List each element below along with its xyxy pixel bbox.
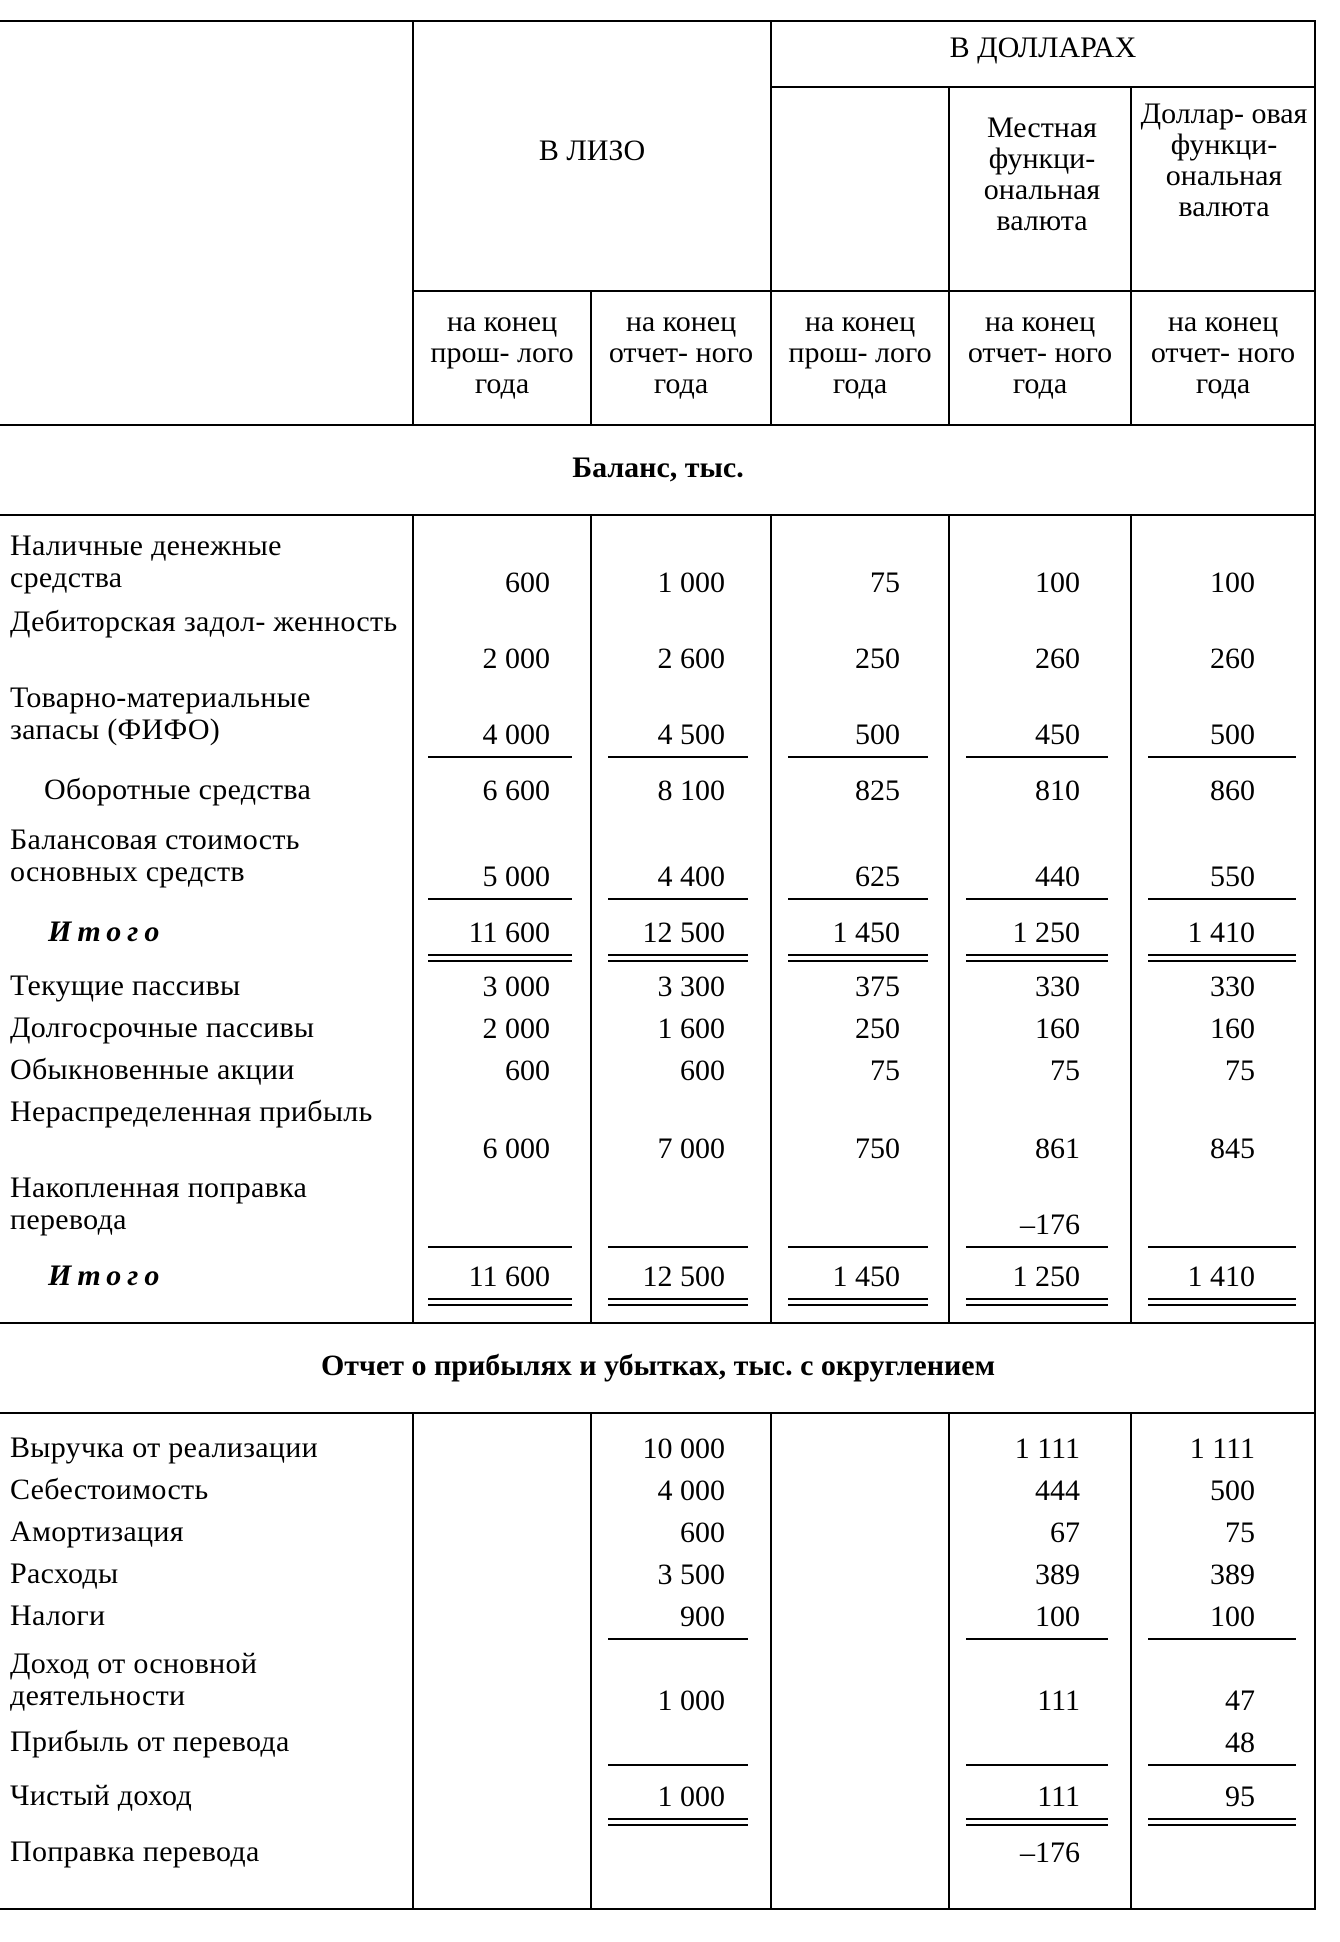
cell-value: 47 — [1225, 1684, 1255, 1717]
underline — [608, 1638, 748, 1640]
section-divider — [0, 514, 1316, 516]
financial-table — [0, 20, 1316, 1910]
row-label: Себестоимость — [10, 1473, 209, 1506]
cell-value: 11 600 — [468, 916, 550, 949]
cell-value: 4 000 — [657, 1474, 725, 1507]
header-divider — [770, 86, 1316, 88]
underline — [966, 898, 1108, 900]
cell-value: 67 — [1050, 1516, 1080, 1549]
cell-value: 845 — [1210, 1132, 1255, 1165]
cell-value: 260 — [1035, 642, 1080, 675]
underline — [788, 1246, 928, 1248]
underline — [966, 756, 1108, 758]
cell-value: 500 — [1210, 718, 1255, 751]
double-underline — [1148, 1298, 1296, 1306]
cell-value: 100 — [1210, 566, 1255, 599]
double-underline — [966, 954, 1108, 962]
row-label: Итого — [48, 915, 166, 948]
underline — [608, 756, 748, 758]
double-underline — [608, 954, 748, 962]
cell-value: 2 600 — [657, 642, 725, 675]
cell-value: 6 000 — [482, 1132, 550, 1165]
cell-value: –176 — [1020, 1208, 1080, 1241]
cell-value: 4 000 — [482, 718, 550, 751]
double-underline — [1148, 1818, 1296, 1826]
double-underline — [428, 1298, 572, 1306]
cell-value: 440 — [1035, 860, 1080, 893]
cell-value: 95 — [1225, 1780, 1255, 1813]
cell-value: 75 — [1225, 1516, 1255, 1549]
cell-value: 3 500 — [657, 1558, 725, 1591]
cell-value: 860 — [1210, 774, 1255, 807]
cell-value: 375 — [855, 970, 900, 1003]
row-label: Итого — [48, 1259, 166, 1292]
header-dollars: В ДОЛЛАРАХ — [949, 31, 1137, 64]
section-divider — [0, 1322, 1316, 1324]
cell-value: –176 — [1020, 1836, 1080, 1869]
cell-value: 444 — [1035, 1474, 1080, 1507]
cell-value: 389 — [1210, 1558, 1255, 1591]
cell-value: 2 000 — [482, 1012, 550, 1045]
cell-value: 12 500 — [642, 1260, 725, 1293]
cell-value: 1 450 — [832, 1260, 900, 1293]
underline — [1148, 1246, 1296, 1248]
cell-value: 1 410 — [1187, 916, 1255, 949]
cell-value: 100 — [1035, 566, 1080, 599]
cell-value: 3 300 — [657, 970, 725, 1003]
row-label: Накопленная поправка перевода — [10, 1171, 308, 1236]
cell-value: 1 000 — [657, 1684, 725, 1717]
col-divider — [1130, 86, 1132, 425]
cell-value: 160 — [1210, 1012, 1255, 1045]
cell-value: 48 — [1225, 1726, 1255, 1759]
cell-value: 260 — [1210, 642, 1255, 675]
header-col4: на конец отчет- ного года — [967, 305, 1113, 400]
cell-value: 825 — [855, 774, 900, 807]
row-label: Дебиторская задол- женность — [10, 605, 398, 638]
cell-value: 389 — [1035, 1558, 1080, 1591]
underline — [1148, 898, 1296, 900]
row-label: Наличные денежные средства — [10, 529, 282, 594]
cell-value: 1 000 — [657, 1780, 725, 1813]
cell-value: 160 — [1035, 1012, 1080, 1045]
cell-value: 1 450 — [832, 916, 900, 949]
header-lizo: В ЛИЗО — [538, 134, 646, 167]
double-underline — [608, 1298, 748, 1306]
cell-value: 111 — [1037, 1780, 1080, 1813]
cell-value: 6 600 — [482, 774, 550, 807]
cell-value: 1 111 — [1189, 1432, 1255, 1465]
cell-value: 900 — [680, 1600, 725, 1633]
cell-value: 4 400 — [657, 860, 725, 893]
underline — [428, 898, 572, 900]
header-divider — [412, 290, 1316, 292]
section-divider — [0, 424, 1316, 426]
col-divider — [412, 20, 414, 425]
cell-value: 1 250 — [1012, 916, 1080, 949]
double-underline — [966, 1818, 1108, 1826]
underline — [788, 756, 928, 758]
cell-value: 330 — [1210, 970, 1255, 1003]
section-divider — [0, 1412, 1316, 1414]
cell-value: 600 — [680, 1516, 725, 1549]
cell-value: 3 000 — [482, 970, 550, 1003]
cell-value: 330 — [1035, 970, 1080, 1003]
cell-value: 750 — [855, 1132, 900, 1165]
income-title: Отчет о прибылях и убытках, тыс. с округлением — [320, 1349, 996, 1382]
row-label: Долгосрочные пассивы — [10, 1011, 315, 1044]
header-dollar-currency: Доллар- овая функци- ональная валюта — [1140, 97, 1308, 223]
col-divider — [590, 290, 592, 425]
cell-value: 10 000 — [642, 1432, 725, 1465]
cell-value: 1 000 — [657, 566, 725, 599]
cell-value: 500 — [855, 718, 900, 751]
cell-value: 75 — [870, 1054, 900, 1087]
cell-value: 2 000 — [482, 642, 550, 675]
row-label: Обыкновенные акции — [10, 1053, 295, 1086]
row-label: Текущие пассивы — [10, 969, 241, 1002]
row-label: Доход от основной деятельности — [10, 1647, 258, 1712]
double-underline — [788, 954, 928, 962]
underline — [1148, 756, 1296, 758]
cell-value: 12 500 — [642, 916, 725, 949]
double-underline — [966, 1298, 1108, 1306]
underline — [428, 1246, 572, 1248]
underline — [1148, 1638, 1296, 1640]
cell-value: 450 — [1035, 718, 1080, 751]
row-label: Чистый доход — [10, 1779, 193, 1812]
cell-value: 625 — [855, 860, 900, 893]
underline — [788, 898, 928, 900]
cell-value: 75 — [1225, 1054, 1255, 1087]
header-col3: на конец прош- лого года — [788, 305, 932, 400]
cell-value: 250 — [855, 1012, 900, 1045]
cell-value: 100 — [1210, 1600, 1255, 1633]
double-underline — [428, 954, 572, 962]
row-label: Поправка перевода — [10, 1835, 260, 1868]
underline — [1148, 1764, 1296, 1766]
cell-value: 810 — [1035, 774, 1080, 807]
header-col1: на конец прош- лого года — [430, 305, 574, 400]
cell-value: 1 111 — [1014, 1432, 1080, 1465]
row-label: Оборотные средства — [44, 773, 312, 806]
cell-value: 11 600 — [468, 1260, 550, 1293]
row-label: Товарно-материальные запасы (ФИФО) — [10, 681, 311, 746]
underline — [966, 1246, 1108, 1248]
cell-value: 5 000 — [482, 860, 550, 893]
cell-value: 75 — [1050, 1054, 1080, 1087]
row-label: Прибыль от перевода — [10, 1725, 290, 1758]
cell-value: 600 — [680, 1054, 725, 1087]
cell-value: 75 — [870, 566, 900, 599]
col-divider — [412, 1412, 414, 1910]
cell-value: 4 500 — [657, 718, 725, 751]
cell-value: 250 — [855, 642, 900, 675]
cell-value: 550 — [1210, 860, 1255, 893]
underline — [608, 1764, 748, 1766]
cell-value: 8 100 — [657, 774, 725, 807]
row-label: Налоги — [10, 1599, 106, 1632]
row-label: Нераспределенная прибыль — [10, 1095, 373, 1128]
col-divider — [770, 1412, 772, 1910]
underline — [608, 1246, 748, 1248]
underline — [428, 756, 572, 758]
row-label: Расходы — [10, 1557, 119, 1590]
double-underline — [788, 1298, 928, 1306]
balance-title: Баланс, тыс. — [572, 451, 744, 484]
row-label: Балансовая стоимость основных средств — [10, 823, 300, 888]
cell-value: 100 — [1035, 1600, 1080, 1633]
cell-value: 111 — [1037, 1684, 1080, 1717]
table-right-border — [1314, 20, 1316, 1910]
double-underline — [1148, 954, 1296, 962]
row-label: Выручка от реализации — [10, 1431, 318, 1464]
underline — [608, 898, 748, 900]
cell-value: 1 250 — [1012, 1260, 1080, 1293]
cell-value: 1 600 — [657, 1012, 725, 1045]
cell-value: 600 — [505, 566, 550, 599]
underline — [966, 1764, 1108, 1766]
col-divider — [948, 86, 950, 425]
table-bottom-border — [0, 1908, 1316, 1910]
table-top-border — [0, 20, 1316, 22]
row-label: Амортизация — [10, 1515, 184, 1548]
cell-value: 600 — [505, 1054, 550, 1087]
cell-value: 7 000 — [657, 1132, 725, 1165]
underline — [966, 1638, 1108, 1640]
header-local-currency: Местная функци- ональная валюта — [983, 111, 1101, 237]
cell-value: 861 — [1035, 1132, 1080, 1165]
cell-value: 500 — [1210, 1474, 1255, 1507]
double-underline — [608, 1818, 748, 1826]
header-col2: на конец отчет- ного года — [608, 305, 754, 400]
header-col5: на конец отчет- ного года — [1150, 305, 1296, 400]
cell-value: 1 410 — [1187, 1260, 1255, 1293]
col-divider — [770, 20, 772, 425]
